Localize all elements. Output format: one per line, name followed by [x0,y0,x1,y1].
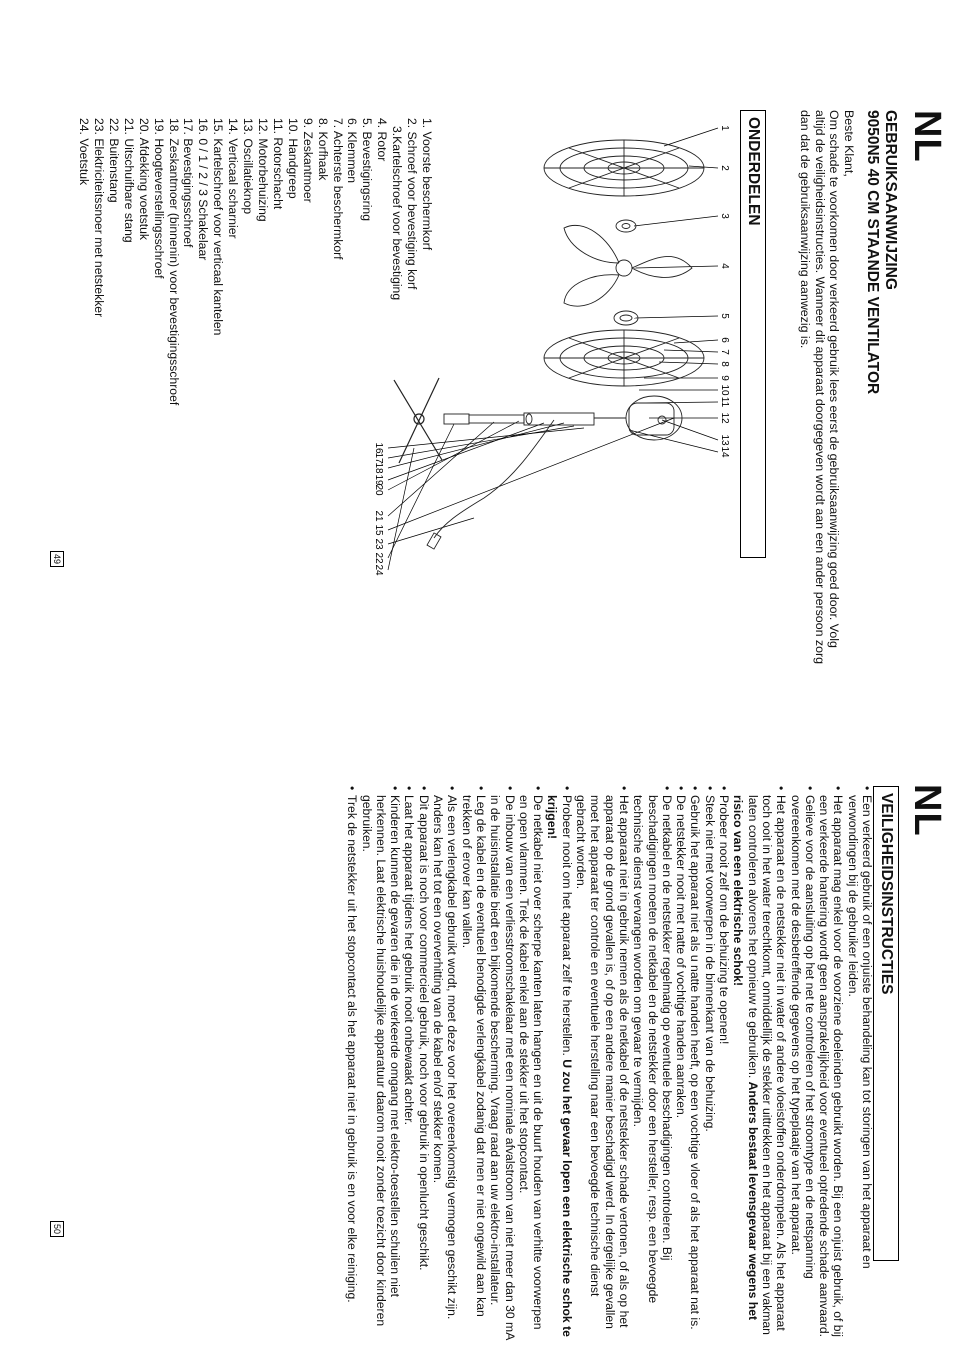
safety-instruction-item [359,786,402,1346]
safety-instruction-item [788,786,817,1346]
parts-list-item: 10. Handgreep [285,118,300,199]
bullet-icon: • [860,786,874,791]
bracket-screw [616,220,636,232]
callout-number: 15 [373,524,384,536]
stand-pole [444,413,594,425]
callout-leader [664,350,718,352]
callout-number: 3 [719,213,730,219]
parts-list-item: 16. 0 / 1 / 2 / 3 Schakelaar [196,118,211,261]
safety-instruction-text: De inbouw van een verliesstroomschakelaar met een nominale afvalstroom van niet meer dan 30 mA in de huisinstallatie biedt een bijkomende bescherming. Vraag raad aan uw elektro-installateur. [488,795,517,1340]
intro-greeting: Beste Klant, [842,110,856,177]
callout-leader [674,340,718,343]
callout-number: 1 [719,125,730,131]
safety-instruction-text: Leg de kabel en de eventueel benodigde verlengkabel zodanig dat men er niet ongewild aan kan trekken of erover kan vallen. [459,795,488,1317]
callout-leader [634,216,718,226]
parts-heading: ONDERDELEN [740,110,766,558]
callout-number: 19 [373,474,384,486]
callout-number: 16 [373,442,384,454]
callout-leader [664,128,718,146]
callout-leader [388,418,674,530]
safety-instruction-item [845,786,874,1346]
safety-instruction-item [817,786,846,1346]
bullet-icon: • [445,786,460,791]
parts-list-item: 1. Voorste beschermkorf [420,118,434,251]
safety-warning-bold: U zou het gevaar lopen een elektrische schok te krijgen! [545,795,574,1337]
language-label: NL [906,784,948,837]
safety-instruction-item [545,786,574,1346]
safety-instruction-item [402,786,416,1346]
parts-list-item: 20. Afdekking voetstuk [136,118,151,240]
parts-list-item: 13. Oscillatieknop [241,118,256,215]
safety-instruction-text: Steek niet met voorwerpen in de binnenkant van de behuizing. [702,795,717,1132]
safety-instruction-item [731,786,788,1346]
parts-list-item: 22. Buitenstang [106,118,121,203]
bullet-icon: • [473,786,488,791]
safety-instruction-item [574,786,631,1346]
safety-instruction-item [431,786,460,1346]
parts-list-item: 12. Motorbehuizing [256,118,271,222]
page-49 [0,0,954,675]
safety-instruction-item [488,786,517,1346]
parts-list-item: 18. Zeskantmoer (binnenin) voor bevestigingsschroef [166,118,181,406]
parts-list-item: 4. Rotor [375,118,390,162]
bullet-icon: • [674,786,689,791]
bullet-icon: • [831,786,846,791]
callout-number: 21 [373,510,384,522]
safety-instruction-text: Dit apparaat is noch voor commercieel gebruik, noch voor gebruik in openlucht geschikt. [416,795,431,1271]
callout-number: 23 [373,538,384,550]
safety-instruction-text: Het apparaat en de netstekker niet in water of andere vloeistoffen onderdompelen. Als het apparaat toch ooit in het water terechtkomt, onmiddellijk de stekker uittrekken en het apparaat bij een vakman laten controleren alvorens het opnieuw te gebruiken. [745,795,789,1335]
safety-heading: VEILIGHEIDSINSTRUCTIES [873,786,899,1261]
safety-instruction-text: Trek de netstekker uit het stopcontact als het apparaat niet in gebruik is en voor elke reiniging. [345,795,360,1303]
callout-number: 2 [719,165,730,171]
safety-instruction-text: Als een verlengkabel gebruikt wordt, moet deze voor het overeenkomstig vermogen geschikt zijn. Anders kan het tot een oververhitting van de kabel en/of stekker komen. [431,795,460,1320]
parts-list-item: 23. Elektriciteitssnoer met netstekker [92,118,107,318]
callout-number: 12 [719,412,730,424]
parts-list-item: 11. Rotorschacht [270,118,285,210]
safety-instruction-text: Probeer nooit om het apparaat zelf te herstellen. [559,795,574,1056]
safety-instruction-item [631,786,674,1346]
rear-guard [544,330,704,386]
bullet-icon: • [802,786,817,791]
safety-instruction-item [702,786,716,1346]
parts-list [76,118,434,405]
safety-instruction-text: Laat het apparaat tijdens het gebruik nooit onbewaakt achter. [402,795,417,1125]
safety-instruction-text: Gelieve voor de aansluiting op het net te controleren of het stroomtype en de netspanning overeenkomen met de desbetreffende gegevens op het typeplaatje van het apparaat. [788,795,817,1279]
language-label: NL [906,110,948,163]
callout-leaders [388,128,718,570]
right-callouts [373,442,384,576]
callout-leader [388,424,454,558]
callout-number: 4 [719,263,730,269]
safety-instruction-text: Het apparaat mag enkel voor de voorziene doeleinden gebruikt worden. Bij een onjuist gebruik, of bij een verkeerde hantering wordt geen aansprakelijkheid voor eventueel optredende schade aanvaard. [817,795,846,1338]
bullet-icon: • [717,786,732,791]
manual-title [863,110,899,394]
callout-leader [388,423,544,480]
parts-list-item: 6. Klemmen [345,118,360,184]
bullet-icon: • [531,786,546,791]
bullet-icon: • [402,786,417,791]
safety-instruction-text: Kinderen kunnen de gevaren die in de verkeerde omgang met elektro-toestellen schuilen niet herkennen. Laat elektrische huishoudelijke apparatuur daarom nooit zonder toezicht door kinderen gebruiken. [359,795,403,1327]
safety-instruction-text: Een verkeerd gebruik of een onjuiste behandeling kan tot storingen van het apparaat en verwondingen bij de gebruiker leiden. [845,795,874,1269]
parts-list-item: 5. Bevestigingsring [360,118,375,221]
callout-number: 6 [719,337,730,343]
safety-instruction-item [717,786,731,1346]
parts-list-item: 15. Kartelschroef voor verticaal kantelen [211,118,226,336]
callout-number: 13 [719,434,730,446]
bullet-icon: • [559,786,574,791]
callout-number: 10 [719,384,730,396]
bullet-icon: • [616,786,631,791]
safety-instruction-text: De netkabel en de netstekker regelmatig op eventuele beschadigingen controleren. Bij beschadigingen moeten de netkabel en de netstekker door een hersteller, resp. een bevoegde technische dienst vervangen worden om gevaar te vermijden. [631,795,674,1304]
safety-instruction-text: Het apparaat niet in gebruik nemen als de netkabel of de netstekker schade vertonen, of als op het apparaat op de grond gevallen is, of op een andere manier beschadigd werd. In dergelijke gevallen moet het apparaat ter controle en eventuele herstelling naar een bevoegde technische dienst gebracht worden. [574,795,631,1329]
safety-instruction-item [459,786,488,1346]
callout-leader [388,518,474,544]
callout-leader [634,266,718,268]
front-guard [544,140,704,196]
safety-instruction-text: Gebruik het apparaat niet als u natte handen heeft, op een vochtige vloer of als het apparaat nat is. [688,795,703,1330]
parts-list-item: 2. Schroef voor bevestiging korf [405,118,420,290]
callout-number: 18 [373,462,384,474]
top-callouts [719,125,730,458]
parts-list-item: 21. Uitschuifbare stang [121,118,136,243]
parts-list-item: 19. Hoogteverstellingsschroef [151,118,166,279]
callout-number: 22 [373,552,384,564]
safety-instructions-list [345,786,874,1346]
bullet-icon: • [688,786,703,791]
manual-title-line1: GEBRUIKSAANWIJZING [882,110,899,290]
safety-instruction-item [688,786,702,1346]
callout-number: 17 [373,452,384,464]
manual-title-line2: 9050N5 40 CM STAANDE VENTILATOR [864,110,881,395]
safety-instruction-item [674,786,688,1346]
safety-warning-bold: Anders bestaat levensgevaar wegens het risico van een elektrische schok! [731,795,760,1321]
callout-number: 5 [719,313,730,319]
page-number: 49 [50,551,64,567]
safety-instruction-item [517,786,546,1346]
callout-number: 9 [719,375,730,381]
callout-leader [634,316,718,318]
bullet-icon: • [416,786,431,791]
parts-list-item: 24. Voetstuk [77,118,92,186]
page-number: 50 [50,1221,64,1237]
parts-list-item: 3.Kartelschroef voor bevestiging [390,126,405,301]
callout-leader [659,362,718,364]
parts-list-item: 7. Achterste beschermkorf [330,118,345,260]
safety-instruction-item [417,786,431,1346]
bullet-icon: • [774,786,789,791]
bullet-icon: • [659,786,674,791]
safety-instruction-text: De netkabel niet over scherpe kanten laten hangen en uit de buurt houden van verhitte voorwerpen en open vlammen. Trek de kabel enkel aan de stekker uit het stopcontact. [516,795,546,1330]
parts-list-item: 17. Bevestigingsschroef [181,118,196,248]
rotor [564,225,692,306]
callout-number: 7 [719,349,730,355]
intro-body: Om schade te voorkomen door verkeerd gebruik lees eerst de gebruiksaanwijzing goed door. Volg altijd de veiligheidsinstructies. Wanneer dit apparaat doorgegeven wordt aan een ander persoon zorg dan dat de gebruiksaanwijzing aanwezig is. [798,110,842,665]
parts-list-item: 14. Verticaal scharnier [226,118,241,239]
bullet-icon: • [702,786,717,791]
callout-number: 14 [719,446,730,458]
callout-number: 20 [373,484,384,496]
bullet-icon: • [502,786,517,791]
intro-text [798,110,856,670]
callout-leader [662,420,718,440]
callout-number: 8 [719,361,730,367]
bullet-icon: • [388,786,403,791]
callout-leader [388,421,519,490]
safety-instruction-text: Probeer nooit zelf om de behuizing te openen! [717,795,732,1045]
safety-instruction-item [345,786,359,1346]
callout-number: 24 [373,564,384,576]
callout-leader [388,448,414,570]
parts-list-item: 9. Zeskantmoer [300,118,315,203]
parts-list-item: 8. Korfhaak [315,118,330,181]
bullet-icon: • [345,786,360,791]
safety-instruction-text: De netstekker nooit met natte of vochtige handen aanraken. [674,795,689,1119]
page-50 [0,676,954,1351]
callout-number: 11 [719,396,730,408]
